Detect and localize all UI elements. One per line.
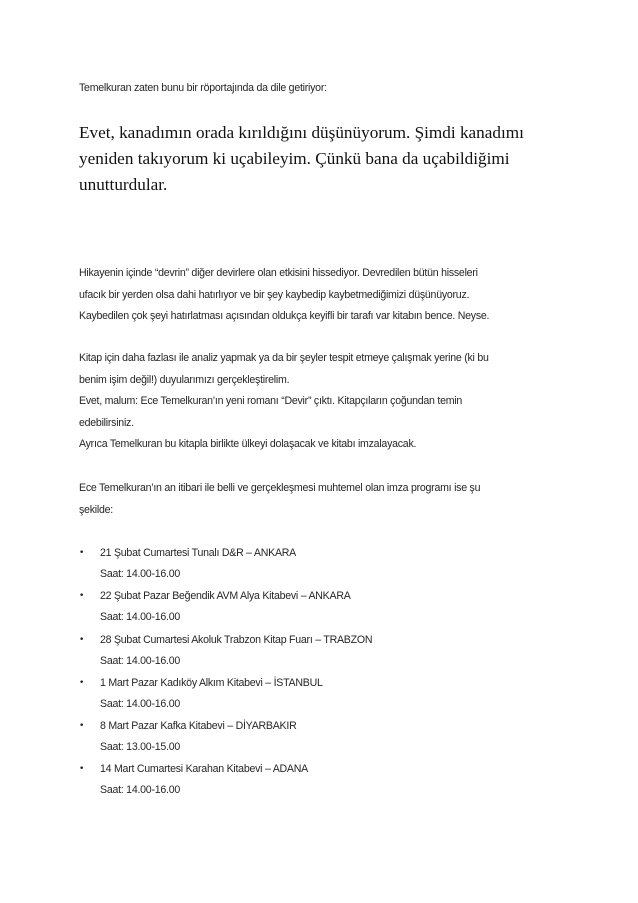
paragraph-line: şekilde: bbox=[79, 503, 113, 516]
event-time: Saat: 14.00-16.00 bbox=[100, 568, 180, 580]
paragraph-line: Kitap için daha fazlası ile analiz yapmak ya da bir şeyler tespit etmeye çalışmak yerine (ki bu bbox=[79, 352, 489, 364]
bullet-icon: • bbox=[79, 634, 85, 645]
paragraph-line: Ece Temelkuran’ın an itibari ile belli ve gerçekleşmesi muhtemel olan imza programı ise şu bbox=[79, 482, 481, 494]
quote-line: Evet, kanadımın orada kırıldığını düşünüyorum. Şimdi kanadımı bbox=[79, 123, 524, 142]
event-title: 28 Şubat Cumartesi Akoluk Trabzon Kitap Fuarı – TRABZON bbox=[100, 633, 373, 646]
event-time: Saat: 13.00-15.00 bbox=[100, 741, 180, 754]
event-time: Saat: 14.00-16.00 bbox=[100, 697, 180, 710]
quote-line: yeniden takıyorum ki uçabileyim. Çünkü bana da uçabildiğimi bbox=[79, 149, 510, 168]
bullet-icon: • bbox=[79, 721, 85, 732]
bullet-icon: • bbox=[79, 548, 85, 558]
event-time: Saat: 14.00-16.00 bbox=[100, 611, 180, 624]
event-title: 22 Şubat Pazar Beğendik AVM Alya Kitabevi – ANKARA bbox=[100, 590, 351, 603]
paragraph-line: Evet, malum: Ece Temelkuran’ın yeni romanı “Devir” çıktı. Kitapçıların çoğundan temin bbox=[79, 395, 463, 407]
intro-line: Temelkuran zaten bunu bir röportajında da dile getiriyor: bbox=[79, 82, 327, 94]
paragraph-line: edebilirsiniz. bbox=[79, 416, 134, 429]
event-title: 1 Mart Pazar Kadıköy Alkım Kitabevi – İSTANBUL bbox=[100, 676, 323, 689]
event-time: Saat: 14.00-16.00 bbox=[100, 784, 180, 797]
quote-line: unutturdular. bbox=[79, 175, 168, 194]
bullet-icon: • bbox=[79, 764, 85, 775]
paragraph-line: benim işim değil!) duyularımızı gerçekleştirelim. bbox=[79, 373, 290, 386]
paragraph-line: Hikayenin içinde “devrin” diğer devirlere olan etkisini hissediyor. Devredilen bütün hisseleri bbox=[79, 267, 478, 279]
bullet-icon: • bbox=[79, 677, 85, 688]
event-title: 21 Şubat Cumartesi Tunalı D&R – ANKARA bbox=[100, 547, 296, 559]
paragraph-devir bbox=[79, 263, 489, 328]
paragraph-book-info bbox=[79, 348, 489, 456]
paragraph-line: ufacık bir yerden olsa dahi hatırlıyor ve bir şey kaybedip kaybetmediğimizi düşünüyoruz. bbox=[79, 288, 470, 301]
bullet-icon: • bbox=[79, 591, 85, 602]
paragraph-line: Ayrıca Temelkuran bu kitapla birlikte ülkeyi dolaşacak ve kitabı imzalayacak. bbox=[79, 438, 417, 450]
paragraph-signing-program bbox=[79, 478, 480, 521]
quote-block bbox=[79, 120, 549, 198]
event-title: 14 Mart Cumartesi Karahan Kitabevi – ADANA bbox=[100, 763, 308, 776]
event-title: 8 Mart Pazar Kafka Kitabevi – DİYARBAKIR bbox=[100, 720, 297, 733]
paragraph-line: Kaybedilen çok şeyi hatırlatması açısından oldukça keyifli bir tarafı var kitabın bence. Neyse. bbox=[79, 310, 490, 322]
event-time: Saat: 14.00-16.00 bbox=[100, 654, 180, 667]
